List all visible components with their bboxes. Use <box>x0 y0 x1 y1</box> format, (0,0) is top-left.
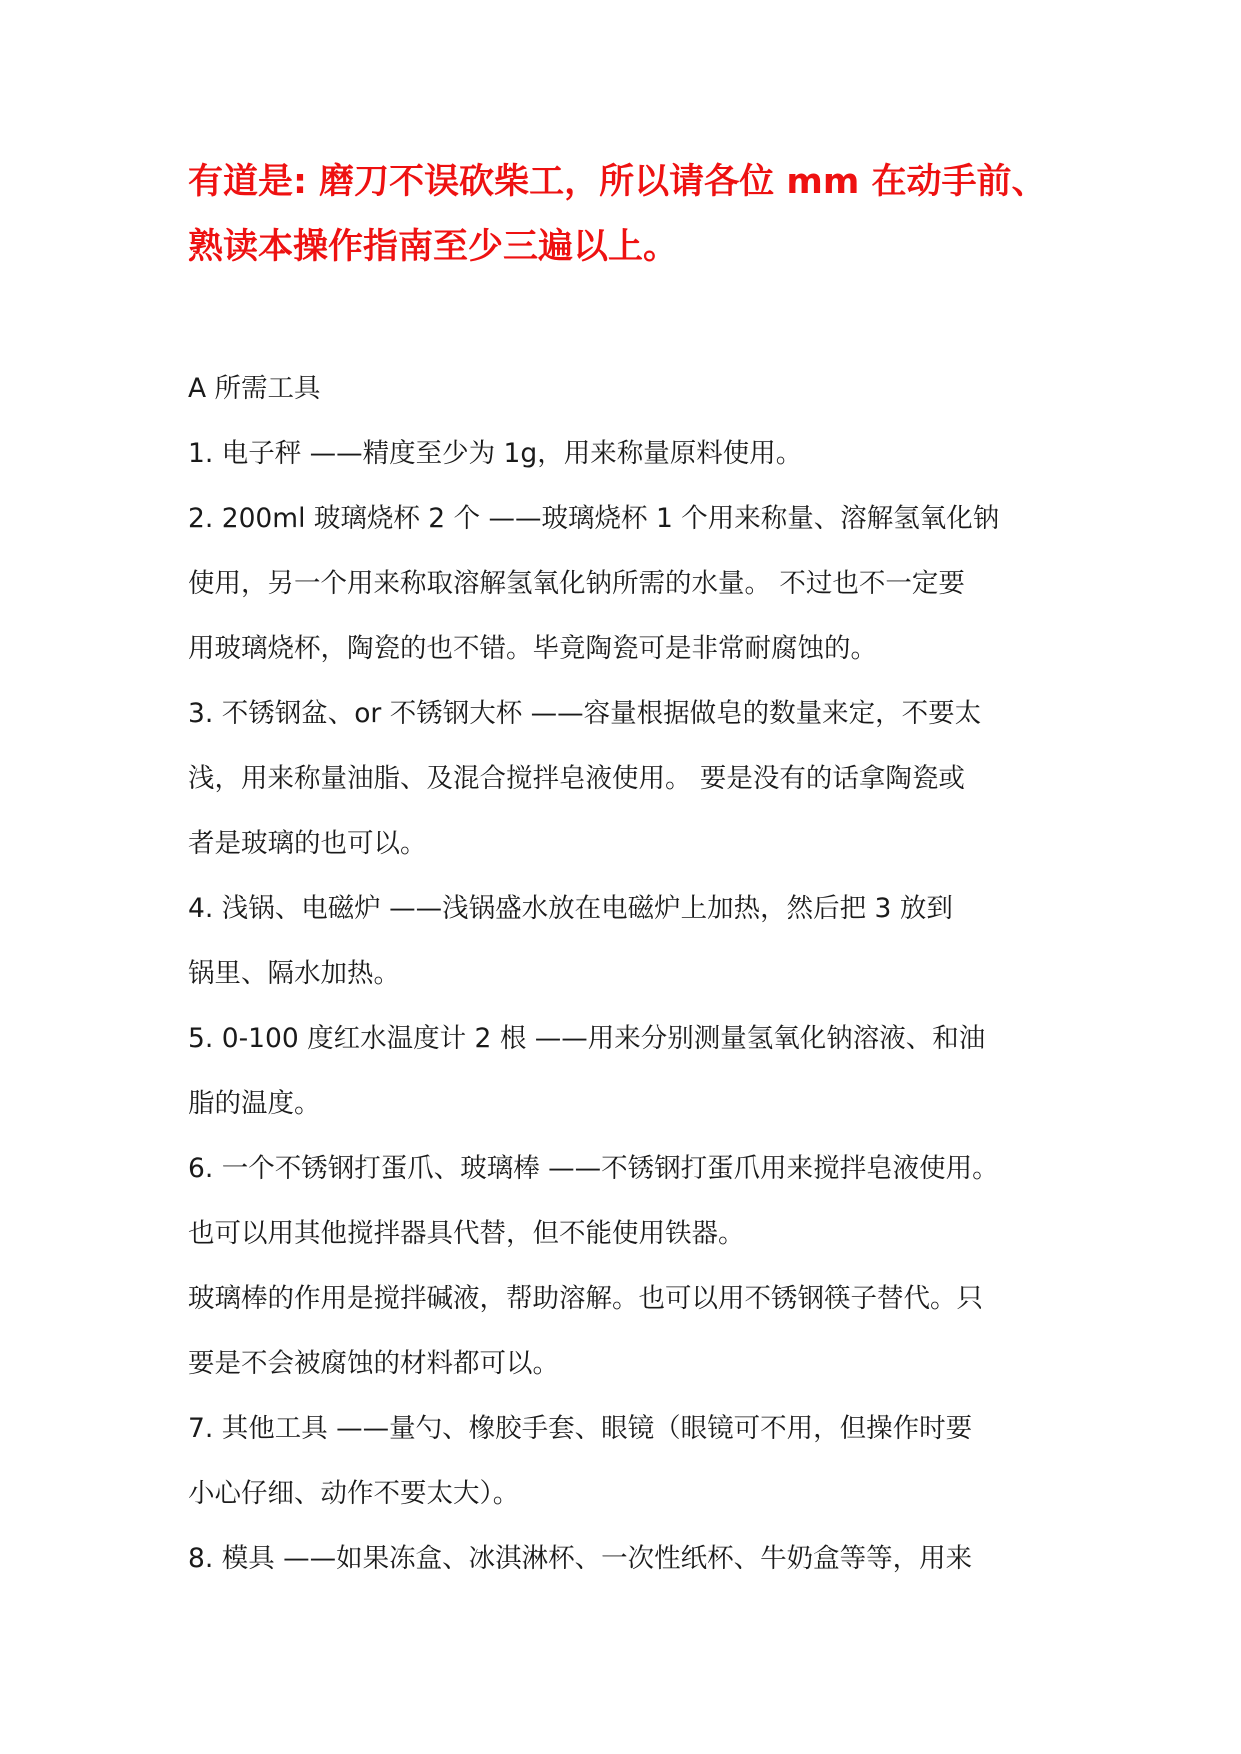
body-line: 使用，另一个用来称取溶解氢氧化钠所需的水量。 不过也不一定要 <box>188 568 965 599</box>
body-line: 锅里、隔水加热。 <box>188 958 400 989</box>
headline-line: 有道是: 磨刀不误砍柴工，所以请各位 mm 在动手前、 <box>188 162 1047 202</box>
body-line: 3. 不锈钢盆、or 不锈钢大杯 ——容量根据做皂的数量来定，不要太 <box>188 698 982 729</box>
headline <box>188 150 1088 280</box>
body-line: 浅，用来称量油脂、及混合搅拌皂液使用。 要是没有的话拿陶瓷或 <box>188 763 965 794</box>
section-title: A 所需工具 <box>188 373 321 404</box>
body-line: 脂的温度。 <box>188 1088 321 1119</box>
body-line: 玻璃棒的作用是搅拌碱液，帮助溶解。也可以用不锈钢筷子替代。只 <box>188 1283 983 1314</box>
body-line: 小心仔细、动作不要太大）。 <box>188 1478 520 1509</box>
document-body <box>188 356 1088 1591</box>
body-line: 1. 电子秤 ——精度至少为 1g，用来称量原料使用。 <box>188 438 803 469</box>
body-line: 要是不会被腐蚀的材料都可以。 <box>188 1348 559 1379</box>
body-line: 2. 200ml 玻璃烧杯 2 个 ——玻璃烧杯 1 个用来称量、溶解氢氧化钠 <box>188 503 1000 534</box>
body-line: 用玻璃烧杯，陶瓷的也不错。毕竟陶瓷可是非常耐腐蚀的。 <box>188 633 877 664</box>
body-line: 8. 模具 ——如果冻盒、冰淇淋杯、一次性纸杯、牛奶盒等等，用来 <box>188 1543 973 1574</box>
body-line: 5. 0-100 度红水温度计 2 根 ——用来分别测量氢氧化钠溶液、和油 <box>188 1023 986 1054</box>
body-line: 7. 其他工具 ——量勺、橡胶手套、眼镜（眼镜可不用，但操作时要 <box>188 1413 973 1444</box>
body-line: 也可以用其他搅拌器具代替，但不能使用铁器。 <box>188 1218 745 1249</box>
body-line: 者是玻璃的也可以。 <box>188 828 427 859</box>
headline-line: 熟读本操作指南至少三遍以上。 <box>188 227 679 267</box>
body-line: 4. 浅锅、电磁炉 ——浅锅盛水放在电磁炉上加热，然后把 3 放到 <box>188 893 953 924</box>
body-line: 6. 一个不锈钢打蛋爪、玻璃棒 ——不锈钢打蛋爪用来搅拌皂液使用。 <box>188 1153 999 1184</box>
